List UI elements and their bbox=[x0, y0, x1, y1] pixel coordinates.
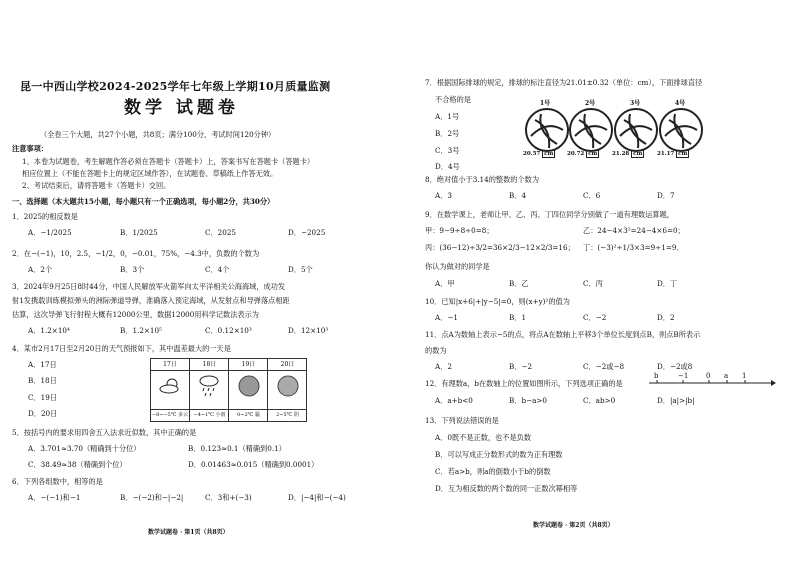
q6-option-d[interactable]: D．|−4|和−(−4) bbox=[288, 493, 346, 502]
question-9-ding: 丁：(−3)²÷1/3×3=9÷1=9． bbox=[583, 243, 684, 252]
question-9-yi: 乙：24−4×3²=24−4×6=0； bbox=[583, 226, 685, 235]
weather-day-20 bbox=[267, 359, 307, 421]
q4-option-c[interactable]: C．19日 bbox=[28, 393, 58, 402]
weather-day-label: 17日 bbox=[151, 359, 189, 371]
q4-option-a[interactable]: A．17日 bbox=[28, 360, 57, 369]
q8-option-c[interactable]: C．6 bbox=[583, 191, 601, 200]
weather-temp-label: −4~1℃ 小雨 bbox=[190, 409, 229, 421]
q11-option-d[interactable]: D．−2或8 bbox=[657, 362, 693, 371]
q5-option-a[interactable]: A．3.701≈3.70（精确到十分位） bbox=[28, 444, 141, 453]
q3-option-a[interactable]: A．1.2×10⁴ bbox=[28, 326, 70, 335]
numline-label-0: 0 bbox=[706, 372, 711, 380]
question-7a: 7．根据国际排球的规定，排球的标注直径为21.01±0.32（单位：cm），下面排球直径 bbox=[425, 78, 703, 87]
q7-option-a[interactable]: A．1号 bbox=[435, 112, 460, 121]
q12-option-d[interactable]: D．|a|>|b| bbox=[657, 396, 695, 405]
q2-option-c[interactable]: C．4个 bbox=[205, 265, 230, 274]
question-2: 2．在−(−1)，10，2.5，−1/2，0，−0.01，75%，−4.3中，负数的个数为 bbox=[12, 249, 260, 258]
question-9-bing: 丙：(36−12)÷3/2=36×2/3−12×2/3=16； bbox=[425, 243, 575, 252]
haze-icon bbox=[238, 375, 260, 397]
q5-option-d[interactable]: D．0.01463≈0.015（精确到0.0001） bbox=[188, 460, 319, 469]
page-right bbox=[397, 0, 794, 562]
q13-option-a[interactable]: A．0既不是正数，也不是负数 bbox=[435, 433, 532, 442]
exam-subject-title: 数学 试题卷 bbox=[124, 98, 239, 118]
volleyball-icon bbox=[569, 108, 613, 152]
q7-option-c[interactable]: C．3号 bbox=[435, 146, 460, 155]
q12-option-b[interactable]: B．b−a>0 bbox=[509, 396, 547, 405]
q13-option-c[interactable]: C．若a>b，则a的倒数小于b的倒数 bbox=[435, 467, 551, 476]
question-10: 10．已知|x+6|+|y−5|=0，则(x+y)²的值为 bbox=[425, 297, 570, 306]
q12-option-c[interactable]: C．ab>0 bbox=[583, 396, 616, 405]
q2-option-a[interactable]: A．2个 bbox=[28, 265, 53, 274]
overcast-icon bbox=[277, 375, 299, 397]
q1-option-d[interactable]: D．−2025 bbox=[288, 228, 326, 237]
q6-option-a[interactable]: A．−(−1)和−1 bbox=[28, 493, 81, 502]
question-3c: 估算，这次导弹飞行射程大概有12000公里，数据12000用科学记数法表示为 bbox=[12, 310, 259, 319]
ball-4-label: 4号 bbox=[675, 100, 686, 107]
q3-option-d[interactable]: D．12×10³ bbox=[288, 326, 329, 335]
q1-option-c[interactable]: C．2025 bbox=[205, 228, 236, 237]
question-9-prompt: 你认为做对的同学是 bbox=[425, 262, 490, 271]
volleyball-icon bbox=[525, 108, 569, 152]
number-line bbox=[647, 372, 777, 394]
ball-1-diameter: 20.57 cm bbox=[523, 151, 554, 157]
q11-option-b[interactable]: B．−2 bbox=[509, 362, 533, 371]
question-4: 4．某市2月17日至2月20日的天气预报如下，其中温差最大的一天是 bbox=[12, 344, 231, 353]
q8-option-d[interactable]: D．7 bbox=[657, 191, 675, 200]
q3-option-c[interactable]: C．0.12×10³ bbox=[205, 326, 252, 335]
ball-2-label: 2号 bbox=[585, 100, 596, 107]
q1-option-a[interactable]: A．−1/2025 bbox=[28, 228, 72, 237]
weather-day-label: 18日 bbox=[190, 359, 229, 371]
q10-option-c[interactable]: C．−2 bbox=[583, 313, 607, 322]
note-2: 2、考试结束后，请将答题卡（答题卡）交回。 bbox=[22, 181, 171, 190]
q1-option-b[interactable]: B．1/2025 bbox=[120, 228, 158, 237]
q12-option-a[interactable]: A．a+b<0 bbox=[435, 396, 473, 405]
ball-3-label: 3号 bbox=[630, 100, 641, 107]
question-6: 6．下列各组数中，相等的是 bbox=[12, 477, 103, 486]
q4-option-b[interactable]: B．18日 bbox=[28, 376, 57, 385]
q8-option-a[interactable]: A．3 bbox=[435, 191, 452, 200]
weather-temp-label: −8~−5℃ 多云 bbox=[151, 409, 189, 421]
question-11b: 的数为 bbox=[425, 346, 447, 355]
light-rain-icon bbox=[198, 374, 220, 398]
q10-option-a[interactable]: A．−1 bbox=[435, 313, 458, 322]
weather-temp-label: 2~5℃ 阴 bbox=[268, 409, 307, 421]
question-9-jia: 甲：9−9÷8÷0=8； bbox=[425, 226, 494, 235]
q11-option-a[interactable]: A．2 bbox=[435, 362, 452, 371]
q2-option-b[interactable]: B．3个 bbox=[120, 265, 145, 274]
numline-label-a: a bbox=[724, 372, 729, 380]
q8-option-b[interactable]: B．4 bbox=[509, 191, 527, 200]
q4-option-d[interactable]: D．20日 bbox=[28, 409, 58, 418]
weather-day-17 bbox=[151, 359, 189, 421]
ball-2-diameter: 20.72 cm bbox=[567, 151, 598, 157]
page-footer: 数学试题卷 · 第2页（共8页） bbox=[533, 522, 614, 529]
note-1b: 相应位置上（不能在答题卡上的规定区域作答），在试题卷、草稿纸上作答无效。 bbox=[22, 169, 278, 178]
numline-label-minus1: −1 bbox=[678, 372, 689, 380]
q9-option-d[interactable]: D．丁 bbox=[657, 279, 678, 288]
weather-forecast-table bbox=[150, 358, 307, 422]
weather-day-18 bbox=[189, 359, 229, 421]
question-11a: 11．点A为数轴上表示−5的点，将点A在数轴上平移3个单位长度到点B，则点B所表示 bbox=[425, 330, 701, 339]
q2-option-d[interactable]: D．5个 bbox=[288, 265, 313, 274]
q10-option-b[interactable]: B．1 bbox=[509, 313, 527, 322]
q5-option-b[interactable]: B．0.123≈0.1（精确到0.1） bbox=[188, 444, 286, 453]
volleyball-icon bbox=[659, 108, 703, 152]
note-1a: 1、本卷为试题卷，考生解题作答必须在答题卡（答题卡）上，答案书写在答题卡（答题卡） bbox=[22, 157, 315, 166]
question-3a: 3．2024年9月25日8时44分，中国人民解放军火箭军向太平洋相关公海海域，成功发 bbox=[12, 282, 286, 291]
q9-option-c[interactable]: C．丙 bbox=[583, 279, 603, 288]
q10-option-d[interactable]: D．2 bbox=[657, 313, 675, 322]
weather-day-label: 19日 bbox=[229, 359, 268, 371]
numline-label-b: b bbox=[654, 372, 659, 380]
page-footer: 数学试题卷 · 第1页（共8页） bbox=[148, 529, 229, 536]
q9-option-a[interactable]: A．甲 bbox=[435, 279, 455, 288]
ball-3-diameter: 21.28 cm bbox=[612, 151, 643, 157]
volleyball-icon bbox=[614, 108, 658, 152]
q5-option-c[interactable]: C．38.49≈38（精确到个位） bbox=[28, 460, 127, 469]
question-13: 13．下列说法错误的是 bbox=[425, 416, 499, 425]
question-8: 8．绝对值小于3.14的整数的个数为 bbox=[425, 175, 540, 184]
q7-option-b[interactable]: B．2号 bbox=[435, 129, 460, 138]
notes-title: 注意事项： bbox=[12, 144, 48, 153]
weather-day-19 bbox=[228, 359, 268, 421]
question-3b: 射1发携载训练模拟弹头的洲际弹道导弹，准确落入预定海域，从发射点和导弹落点相距 bbox=[12, 296, 290, 305]
q7-option-d[interactable]: D．4号 bbox=[435, 162, 460, 171]
ball-1-label: 1号 bbox=[540, 100, 551, 107]
question-1: 1．2025的相反数是 bbox=[12, 212, 78, 221]
question-5: 5．按括号内的要求用四舍五入法求近似数，其中正确的是 bbox=[12, 428, 197, 437]
q3-option-b[interactable]: B．1.2×10⁵ bbox=[120, 326, 162, 335]
question-7b: 不合格的是 bbox=[435, 95, 471, 104]
q6-option-b[interactable]: B．−(−2)和−|−2| bbox=[120, 493, 184, 502]
exam-info: （全卷三个大题，共27个小题，共8页；满分100分，考试时间120分钟） bbox=[40, 130, 276, 139]
ball-4-diameter: 21.17 cm bbox=[657, 151, 688, 157]
exam-header: 昆一中西山学校2024-2025学年七年级上学期10月质量监测 bbox=[20, 80, 331, 93]
weather-temp-label: 0~2℃ 霾 bbox=[229, 409, 268, 421]
section-1-title: 一、选择题（本大题共15小题，每小题只有一个正确选项，每小题2分，共30分） bbox=[12, 197, 275, 206]
q9-option-b[interactable]: B．乙 bbox=[509, 279, 529, 288]
q13-option-b[interactable]: B．可以写成正分数形式的数为正有理数 bbox=[435, 450, 563, 459]
q11-option-c[interactable]: C．−2或−8 bbox=[583, 362, 625, 371]
question-9a: 9．在数学课上，老师让甲、乙、丙、丁四位同学分别做了一道有理数运算题， bbox=[425, 210, 674, 219]
q13-option-d[interactable]: D．互为相反数的两个数的同一正数次幂相等 bbox=[435, 484, 578, 493]
weather-day-label: 20日 bbox=[268, 359, 307, 371]
cloudy-icon bbox=[159, 377, 181, 395]
q6-option-c[interactable]: C．3和+(−3) bbox=[205, 493, 252, 502]
numline-label-1: 1 bbox=[742, 372, 747, 380]
question-12: 12．有理数a，b在数轴上的位置如图所示，下列选项正确的是 bbox=[425, 379, 623, 388]
